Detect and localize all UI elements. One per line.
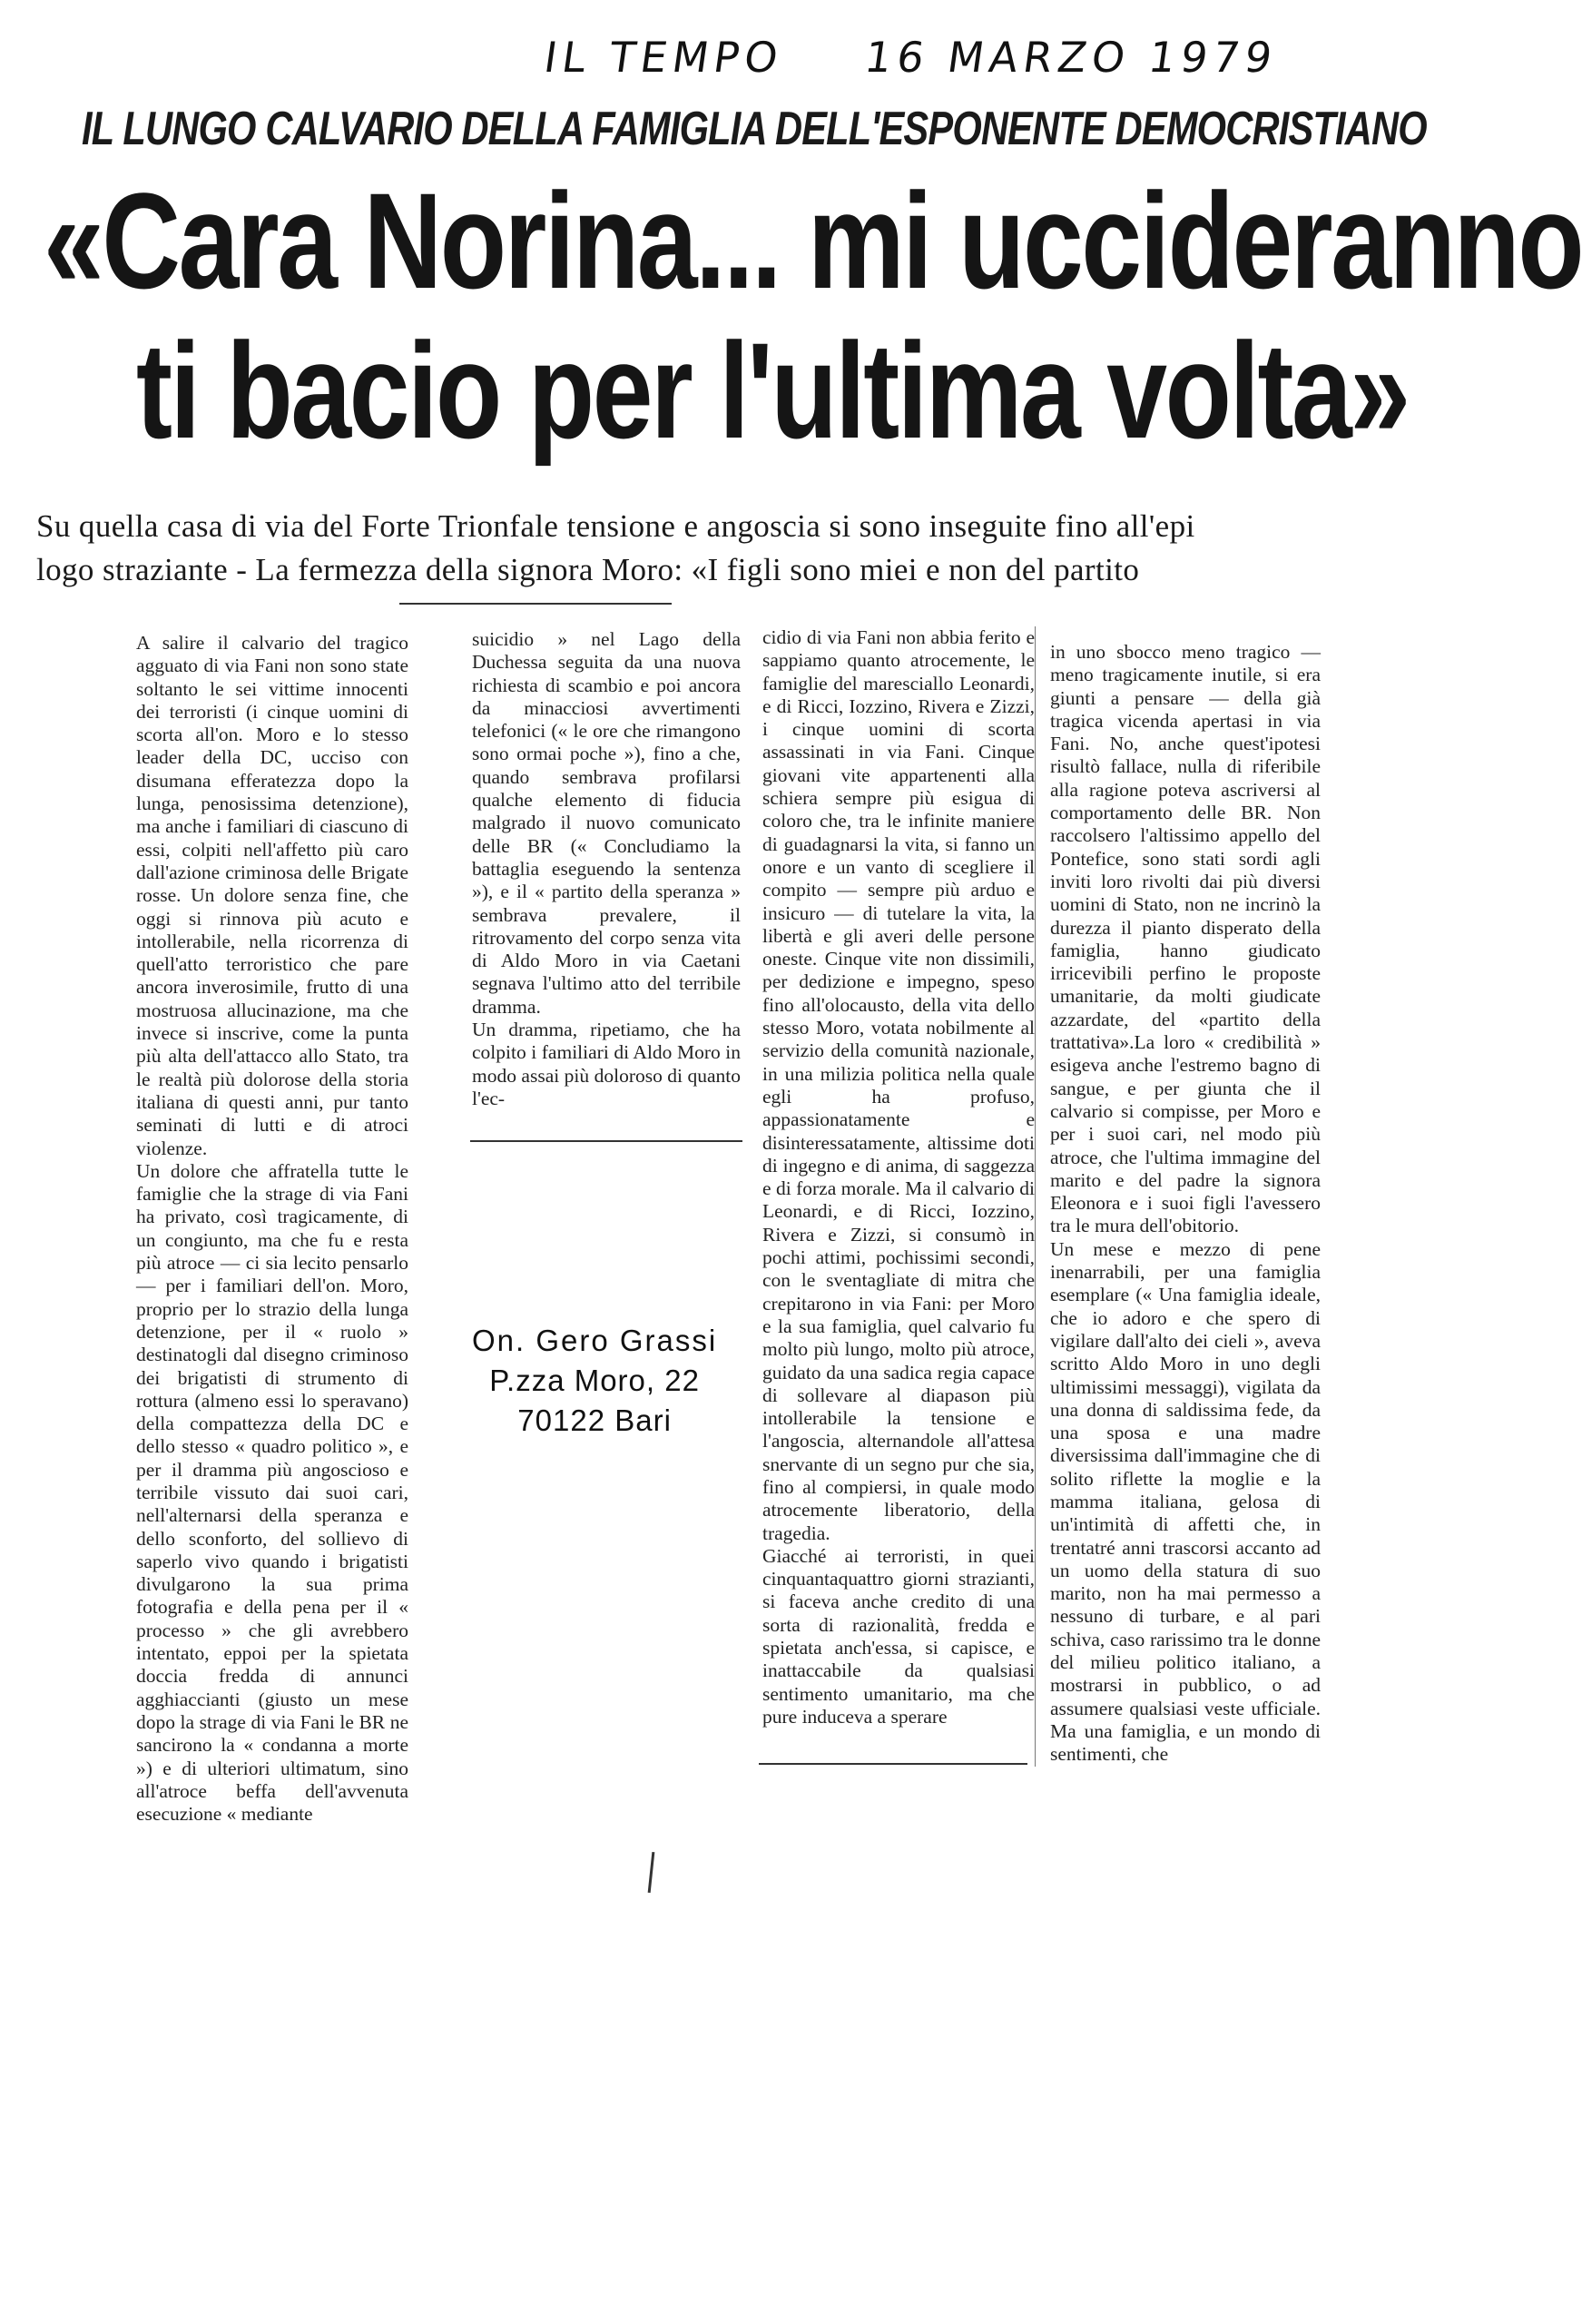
article-column-4: in uno sbocco meno tragico — meno tragicamente inutile, si era giunti a pensare — della già tragica vicenda apertasi in via Fani. No, anche quest'ipotesi risultò fallace, nulla di riferibile alla ragione poteva ascriversi al comportamento delle BR. Non raccolsero l'altissimo appello del Pontefice, sono stati sordi agli inviti loro rivolti dai più diversi uomini di Stato, non ne incrinò la durezza il pianto disperato della famiglia, hanno giudicato irricevibili perfino le proposte umanitarie, da molti giudicate azzardate, del «partito della trattativa».La loro « credibilità » esigeva anche l'estremo bagno di sangue, e per giunta che il calvario si compisse, per Moro e per i suoi cari, nel modo più atroce, che l'ultima immagine del marito e del padre la signora Eleonora e i suoi figli l'avessero tra le mura dell'obitorio. Un mese e mezzo di pene inenarrabili, per una famiglia esemplare (« Una famiglia ideale, che io adoro e che spero di vigilare dall'alto dei cieli », aveva scritto Aldo Moro in uno degli ultimissimi messaggi), vigilata da una donna di saldissima fede, da una sposa e una madre diversissima dall'immagine che di solito riflette la moglie e la mamma italiana, gelosa di un'intimità di affetti che, in trentatré anni trascorsi accanto ad un uomo della statura di suo marito, non ha mai permesso a nessuno di turbare, e al pari schiva, caso rarissimo tra le donne del milieu politico italiano, a mostrarsi in pubblico, o ad assumere qualsiasi veste ufficiale. Ma una famiglia, e un mondo di sentimenti, che [1050,641,1321,1766]
stamp-city: 70122 Bari [517,1403,672,1437]
article-column-3: cidio di via Fani non abbia ferito e sappiamo quanto atrocemente, le famiglie del maresciallo Leonardi, e di Ricci, Iozzino, Rivera e Zizzi, i cinque uomini di scorta assassinati in via Fani. Cinque giovani vite appartenenti alla schiera sempre più esigua di coloro che, tra le infinite maniere di guadagnarsi la vita, si fanno un onore e un vanto di scegliere il compito — sempre più arduo e insicuro — di tutelare la vita, la libertà e gli averi delle persone oneste. Cinque vite non dissimili, per dedizione e impegno, speso fino all'olocausto, della vita dello stesso Moro, votata nobilmente al servizio della comunità nazionale, in una milizia politica nella quale egli ha profuso, appassionatamente e disinteressatamente, altissime doti di ingegno e di anima, di saggezza e di forza morale. Ma il calvario di Leonardi, e di Ricci, Iozzino, Rivera e Zizzi, si consumò in pochi attimi, pochissimi secondi, con le sventagliate di mitra che crepitarono in via Fani: per Moro e la sua famiglia, quel calvario fu molto più lungo, molto più atroce, guidato da una sadica regia capace di sollevare al diapason più intollerabile la tensione e l'angoscia, alternandole all'attesa snervante di un segno pur che sia, fino al compiersi, in quale modo atrocemente liberatorio, della tragedia. Giacché ai terroristi, in quei cinquantaquattro giorni strazianti, si faceva anche credito di una sorta di razionalità, fredda e spietata anch'essa, si capisce, e inattaccabile da qualsiasi sentimento umanitario, ma che pure induceva a sperare [762,626,1035,1728]
headline-line-2: ti bacio per l'ultima volta» [136,314,1409,467]
column-2-end-rule [470,1140,742,1142]
kicker-headline: IL LUNGO CALVARIO DELLA FAMIGLIA DELL'ESPONENTE DEMOCRISTIANO [82,103,1427,155]
article-column-2: suicidio » nel Lago della Duchessa seguita da una nuova richiesta di scambio e poi ancora da minacciosi avvertimenti telefonici (« le ore che rimangono sono ormai poche »), fino a che, quando sembrava profilarsi qualche elemento di fiducia malgrado il nuovo comunicato delle BR (« Concludiamo la battaglia eseguendo la sentenza »), e il « partito della speranza » sembrava prevalere, il ritrovamento del corpo senza vita di Aldo Moro in via Caetani segnava l'ultimo atto del terribile dramma. Un dramma, ripetiamo, che ha colpito i familiari di Aldo Moro in modo assai più doloroso di quanto l'ec- [472,628,741,1109]
article-column-1: A salire il calvario del tragico agguato di via Fani non sono state soltanto le sei vittime innocenti dei terroristi (i cinque uomini di scorta all'on. Moro e lo stesso leader della DC, ucciso con disumana efferatezza dopo la lunga, penosissima detenzione), ma anche i familiari di ciascuno di essi, colpiti nell'affetto più caro dall'azione criminosa delle Brigate rosse. Un dolore senza fine, che oggi si rinnova più acuto e intollerabile, nella ricorrenza di quell'atto terroristico che pare ancora inverosimile, frutto di una mostruosa allucinazione, ma che invece si inscrive, come la punta più alta dell'attacco allo Stato, tra le realtà più dolorose della storia italiana di questi anni, pur tanto seminati di lutti e di atroci violenze. Un dolore che affratella tutte le famiglie che la strage di via Fani ha privato, così tragicamente, di un congiunto, ma che fu e resta più atroce — ci sia lecito pensarlo — per i familiari dell'on. Moro, proprio per lo strazio della lunga detenzione, per il « ruolo » destinatogli dal disegno criminoso dei brigatisti di strumento di rottura (almeno essi lo speravano) della compattezza della DC e dello stesso « quadro politico », e per il dramma più angoscioso e terribile vissuto dai suoi cari, nell'alternarsi della speranza e dello sconforto, del sollievo di saperlo vivo quando i brigatisti divulgarono la sua prima fotografia e della pena per il « processo » che gli avrebbero intentato, eppoi per la spietata doccia fredda di annunci agghiaccianti (giusto un mese dopo la strage di via Fani le BR ne sancirono la « condanna a morte ») e di ulteriori ultimatum, sino all'atroce beffa dell'avvenuta esecuzione « mediante [136,632,408,1826]
pen-mark [648,1852,655,1893]
handwritten-paper-name: IL TEMPO [541,33,787,82]
subheadline-line-2: logo straziante - La fermezza della signora Moro: «I figli sono miei e non del partito [36,552,1140,587]
handwritten-date: 16 MARZO 1979 [861,33,1281,82]
stamp-name: On. Gero Grassi [472,1324,718,1357]
stamp-street: P.zza Moro, 22 [489,1364,700,1397]
column-divider [1035,626,1036,1767]
header-rule [399,603,672,605]
column-3-end-rule [759,1763,1027,1765]
headline-line-1: «Cara Norina... mi uccideranno [44,164,1582,317]
handwritten-annotation [541,33,1344,82]
subheadline-line-1: Su quella casa di via del Forte Trionfale tensione e angoscia si sono inseguite fino all'epi [36,508,1195,544]
address-stamp [472,1321,717,1441]
